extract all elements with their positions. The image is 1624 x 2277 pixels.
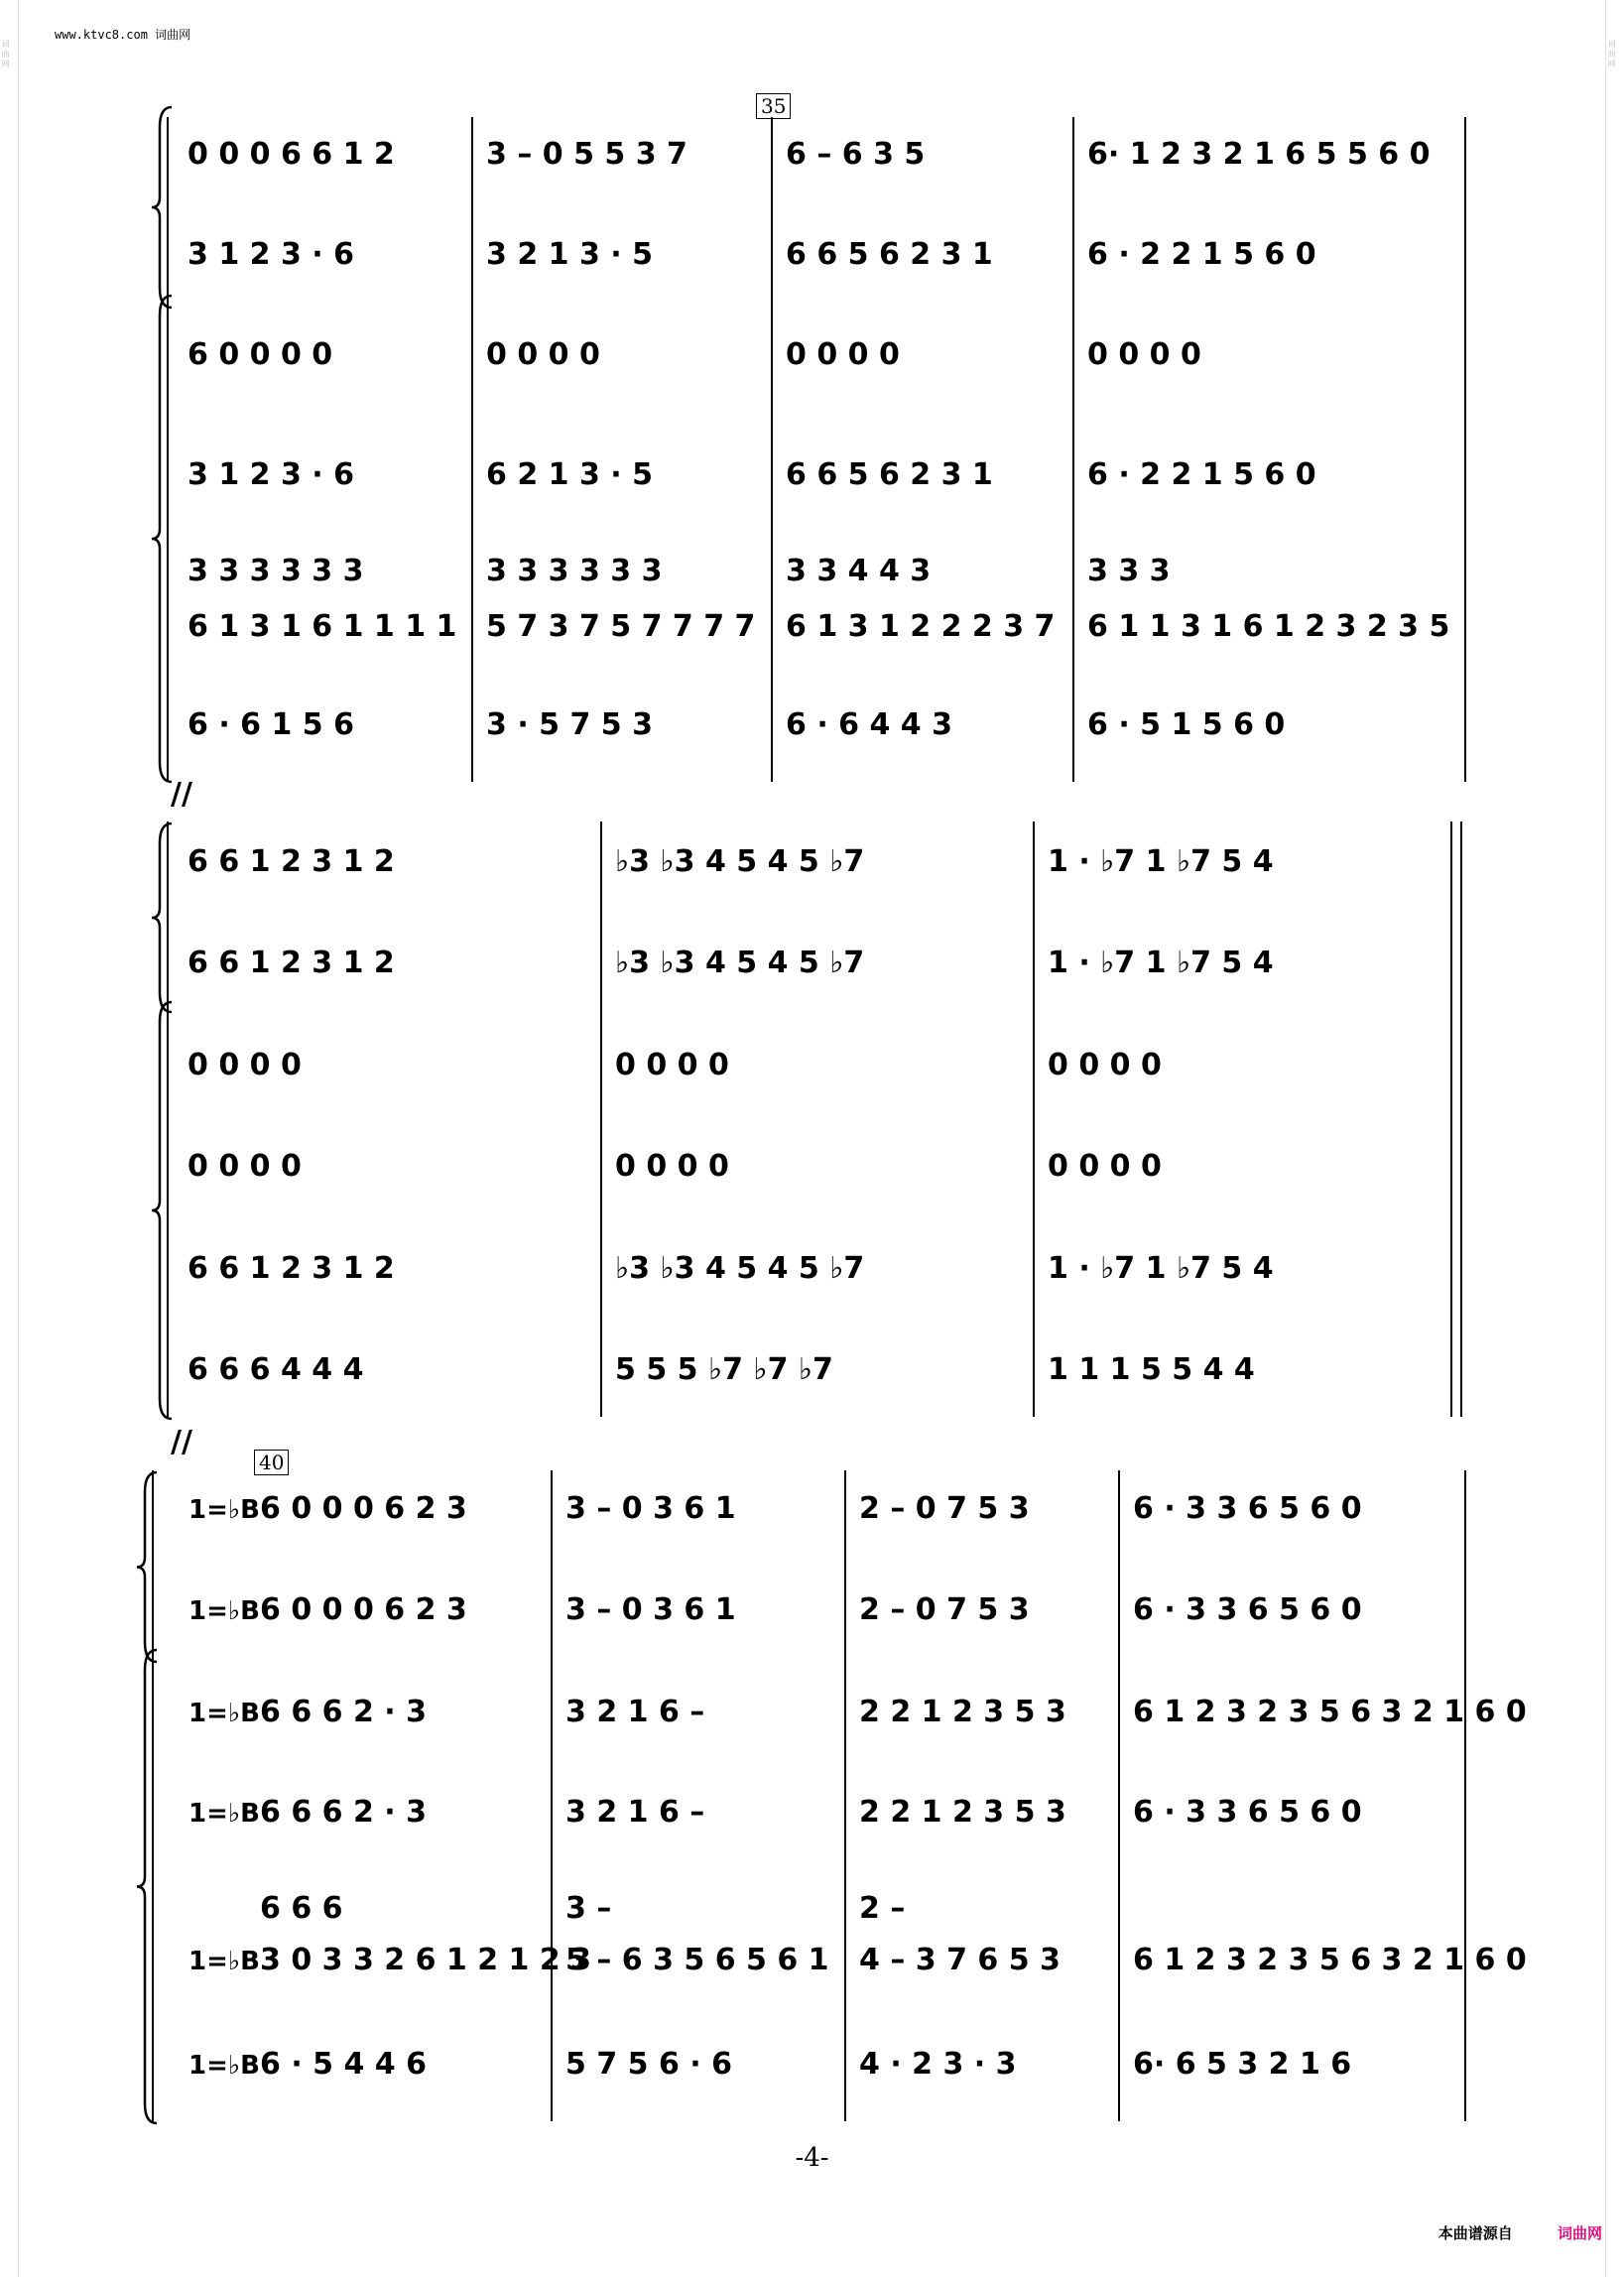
- measure-notes: 6 6 1 2 3 1 2: [187, 946, 395, 980]
- measure-notes: 3 3 4 4 3: [786, 554, 932, 588]
- measure-notes: 6 · 6 1 5 6: [187, 707, 354, 742]
- measure-notes: 2 2 1 2 3 5 3: [859, 1795, 1066, 1830]
- measure-notes: 3 3 3 3 3 3: [187, 554, 364, 588]
- measure-notes: 6· 6 5 3 2 1 6: [1133, 2047, 1352, 2082]
- key-signature: 1=♭B: [188, 1947, 260, 1976]
- measure-notes: 6 · 5 1 5 6 0: [1087, 707, 1286, 742]
- system-separator-mark: //: [171, 777, 192, 812]
- measure-notes: 6 1 1 3 1 6 1 2 3 2 3 5: [1087, 609, 1450, 644]
- key-signature: 1=♭B: [188, 1799, 260, 1829]
- measure-notes: 1 · ♭7 1 ♭7 5 4: [1048, 1251, 1274, 1286]
- key-signature: 1=♭B: [188, 2051, 260, 2081]
- measure-notes: 6 0 0 0 6 2 3: [260, 1491, 467, 1526]
- measure-notes: ♭3 ♭3 4 5 4 5 ♭7: [615, 946, 865, 980]
- measure-notes: 6 6 6 4 4 4: [187, 1352, 364, 1387]
- key-signature: 1=♭B: [188, 1495, 260, 1525]
- key-signature: 1=♭B: [188, 1596, 260, 1626]
- measure-notes: 0 0 0 0: [615, 1048, 729, 1082]
- measure-notes: 6 · 3 3 6 5 6 0: [1133, 1795, 1362, 1830]
- header-url: www.ktvc8.com 词曲网: [55, 28, 191, 42]
- measure-notes: 6 0 0 0 0: [187, 337, 333, 372]
- measure-notes: 3 · 5 7 5 3: [486, 707, 653, 742]
- measure-notes: 6 0 0 0 6 2 3: [260, 1592, 467, 1627]
- measure-notes: 2 – 0 7 5 3: [859, 1592, 1030, 1627]
- measure-notes: 6 6 1 2 3 1 2: [187, 1251, 395, 1286]
- measure-notes: 6 2 1 3 · 5: [486, 457, 653, 492]
- measure-notes: 3 2 1 3 · 5: [486, 237, 653, 272]
- right-watermark-text: 词曲网: [1607, 40, 1616, 69]
- measure-notes: 2 – 0 7 5 3: [859, 1491, 1030, 1526]
- measure-notes: ♭3 ♭3 4 5 4 5 ♭7: [615, 844, 865, 879]
- measure-notes: 4 · 2 3 · 3: [859, 2047, 1017, 2082]
- measure-notes: 1 1 1 5 5 4 4: [1048, 1352, 1255, 1387]
- measure-notes: 0 0 0 0: [1048, 1048, 1162, 1082]
- page-number: -4-: [795, 2143, 829, 2173]
- measure-notes: 3 3 3: [1087, 554, 1171, 588]
- measure-notes: 1 · ♭7 1 ♭7 5 4: [1048, 946, 1274, 980]
- measure-notes: 6 · 3 3 6 5 6 0: [1133, 1592, 1362, 1627]
- measure-notes: 0 0 0 0: [187, 1048, 302, 1082]
- measure-notes: 0 0 0 0: [615, 1149, 729, 1184]
- footer-source-label: 本曲谱源自: [1437, 2224, 1513, 2242]
- measure-notes: 3 0 3 3 2 6 1 2 1 2 3: [260, 1943, 592, 1977]
- measure-notes: 0 0 0 0: [486, 337, 600, 372]
- measure-notes: 3 3 3 3 3 3: [486, 554, 663, 588]
- measure-notes: 6 6 5 6 2 3 1: [786, 237, 993, 272]
- measure-notes: 6 6 6: [260, 1891, 343, 1926]
- measure-notes: 3 – 0 3 6 1: [565, 1491, 736, 1526]
- measure-notes: 3 –: [565, 1891, 612, 1926]
- measure-notes: 6 · 3 3 6 5 6 0: [1133, 1491, 1362, 1526]
- measure-notes: 4 – 3 7 6 5 3: [859, 1943, 1061, 1977]
- measure-notes: 6 · 6 4 4 3: [786, 707, 952, 742]
- measure-notes: 6 · 2 2 1 5 6 0: [1087, 237, 1316, 272]
- footer-brand: 词曲网: [1557, 2224, 1602, 2242]
- measure-notes: 3 1 2 3 · 6: [187, 457, 354, 492]
- measure-notes: 6 1 2 3 2 3 5 6 3 2 1 6 0: [1133, 1695, 1527, 1729]
- measure-notes: 3 – 0 3 6 1: [565, 1592, 736, 1627]
- measure-notes: 6· 1 2 3 2 1 6 5 5 6 0: [1087, 137, 1431, 172]
- measure-notes: 0 0 0 0: [786, 337, 900, 372]
- key-signature: 1=♭B: [188, 1699, 260, 1728]
- measure-notes: 6 – 6 3 5: [786, 137, 926, 172]
- measure-notes: 6 · 2 2 1 5 6 0: [1087, 457, 1316, 492]
- measure-notes: 3 2 1 6 –: [565, 1695, 705, 1729]
- measure-notes: 5 – 6 3 5 6 5 6 1: [565, 1943, 829, 1977]
- measure-notes: 6 · 5 4 4 6: [260, 2047, 427, 2082]
- measure-notes: 3 1 2 3 · 6: [187, 237, 354, 272]
- measure-notes: 0 0 0 0: [1048, 1149, 1162, 1184]
- measure-notes: 0 0 0 0: [187, 1149, 302, 1184]
- measure-notes: 6 6 5 6 2 3 1: [786, 457, 993, 492]
- measure-notes: 6 1 3 1 6 1 1 1 1: [187, 609, 457, 644]
- measure-notes: 5 7 5 6 · 6: [565, 2047, 732, 2082]
- footer: [1438, 2222, 1602, 2243]
- measure-notes: 6 1 2 3 2 3 5 6 3 2 1 6 0: [1133, 1943, 1527, 1977]
- system-separator-mark: //: [171, 1425, 192, 1459]
- measure-notes: 6 6 6 2 · 3: [260, 1695, 427, 1729]
- measure-notes: 1 · ♭7 1 ♭7 5 4: [1048, 844, 1274, 879]
- measure-notes: 0 0 0 0: [1087, 337, 1201, 372]
- measure-notes: 6 6 1 2 3 1 2: [187, 844, 395, 879]
- measure-notes: 5 5 5 ♭7 ♭7 ♭7: [615, 1352, 833, 1387]
- rehearsal-mark-35: 35: [756, 93, 791, 119]
- left-watermark-text: 词曲网: [1, 40, 10, 69]
- measure-notes: ♭3 ♭3 4 5 4 5 ♭7: [615, 1251, 865, 1286]
- measure-notes: 6 1 3 1 2 2 2 3 7: [786, 609, 1056, 644]
- measure-notes: 3 – 0 5 5 3 7: [486, 137, 687, 172]
- measure-notes: 6 6 6 2 · 3: [260, 1795, 427, 1830]
- rehearsal-mark-40: 40: [254, 1450, 289, 1475]
- measure-notes: 5 7 3 7 5 7 7 7 7: [486, 609, 756, 644]
- measure-notes: 2 –: [859, 1891, 906, 1926]
- measure-notes: 3 2 1 6 –: [565, 1795, 705, 1830]
- measure-notes: 0 0 0 6 6 1 2: [187, 137, 395, 172]
- measure-notes: 2 2 1 2 3 5 3: [859, 1695, 1066, 1729]
